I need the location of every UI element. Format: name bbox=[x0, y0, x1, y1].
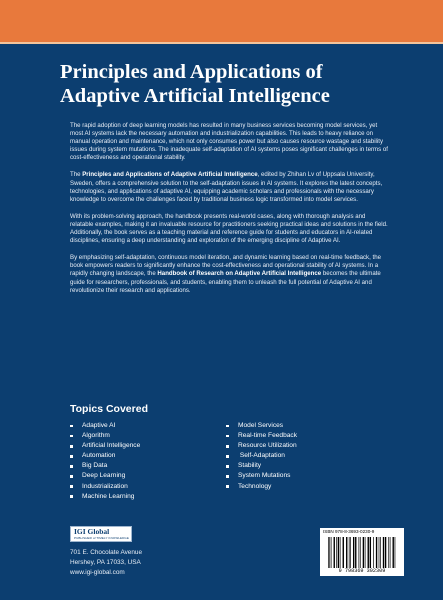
barcode-bar bbox=[331, 537, 332, 568]
topic-item bbox=[70, 492, 140, 502]
topic-label: Artificial Intelligence bbox=[82, 442, 141, 450]
paragraph-2-rest: , edited by Zhihan Lv of Uppsala University, Sweden, offers a comprehensive solution to the self-adaptation issues in AI systems. It explores the latest concepts, technologies, and applications of adaptive AI, equipping academic scholars and professionals with the necessary knowledge to overcome the challenges faced by traditional business logic transformed into model services. bbox=[70, 171, 383, 203]
bullet-icon bbox=[70, 465, 73, 468]
barcode-bar bbox=[359, 537, 360, 568]
barcode-bar bbox=[346, 537, 347, 568]
topics-heading: Topics Covered bbox=[70, 403, 148, 415]
top-color-band bbox=[0, 0, 443, 42]
topic-label: Self-Adaptation bbox=[238, 452, 285, 460]
barcode-bar bbox=[343, 537, 344, 568]
barcode-bar bbox=[336, 537, 337, 568]
bullet-icon bbox=[70, 435, 73, 438]
barcode-bar bbox=[395, 537, 396, 568]
barcode-bar bbox=[328, 537, 329, 568]
description-paragraph-2 bbox=[70, 171, 388, 203]
publisher-logo-name: IGI Global bbox=[74, 527, 110, 536]
bullet-icon bbox=[226, 445, 229, 448]
bullet-icon bbox=[70, 425, 73, 428]
bullet-icon bbox=[70, 445, 73, 448]
barcode-bar bbox=[388, 537, 389, 568]
isbn-label: ISBN 978-8-3693-0230-9 bbox=[323, 529, 375, 534]
description-paragraph-3: With its problem-solving approach, the handbook presents real-world cases, along with thorough analysis and relatable examples, making it an invaluable resource for practitioners seeking practical ideas and solutions in the field. Additionally, the book serves as a teaching material and reference guide for students and educators in AI-related disciplines, ensuring a deep understanding and exploration of the emerging discipline of Adaptive AI. bbox=[70, 212, 388, 245]
topic-label: Deep Learning bbox=[82, 472, 126, 480]
barcode-bar bbox=[338, 537, 339, 568]
bullet-icon bbox=[70, 485, 73, 488]
bullet-icon bbox=[226, 425, 229, 428]
barcode-bar bbox=[329, 537, 330, 568]
paragraph-2-bold-title: Principles and Applications of Adaptive Artificial Intelligence bbox=[82, 171, 258, 179]
topic-item bbox=[226, 421, 297, 431]
topic-item bbox=[70, 461, 140, 471]
paragraph-4-bold-title: Handbook of Research on Adaptive Artificial Intelligence bbox=[157, 270, 322, 278]
topic-label: Automation bbox=[82, 452, 116, 460]
topic-item bbox=[226, 482, 297, 492]
barcode-bar bbox=[380, 537, 381, 568]
publisher-logo-tagline: PUBLISHER of TIMELY KNOWLEDGE bbox=[74, 535, 129, 540]
barcode-bar bbox=[350, 537, 351, 568]
bullet-icon bbox=[226, 485, 229, 488]
barcode-bar bbox=[370, 537, 371, 568]
barcode-bar bbox=[340, 537, 341, 568]
barcode-bar bbox=[334, 537, 335, 568]
paragraph-2-lead: The bbox=[70, 171, 83, 179]
barcode-bar bbox=[349, 537, 350, 568]
bullet-icon bbox=[226, 455, 229, 458]
topic-item bbox=[226, 471, 297, 481]
barcode-digits: 9 798369 302309 bbox=[338, 567, 386, 574]
topics-list-left bbox=[70, 421, 140, 502]
topic-item bbox=[70, 471, 140, 481]
barcode-bar bbox=[376, 537, 377, 568]
barcode-bar bbox=[379, 537, 380, 568]
barcode-bar bbox=[365, 537, 366, 568]
topic-label: System Mutations bbox=[238, 472, 291, 480]
topic-label: Algorithm bbox=[82, 432, 110, 440]
topic-label: Model Services bbox=[238, 422, 284, 429]
topic-label: Resource Utilization bbox=[238, 442, 297, 450]
book-title-line-1: Principles and Applications of bbox=[60, 61, 323, 83]
top-band-rule bbox=[0, 42, 443, 44]
bullet-icon bbox=[226, 435, 229, 438]
topic-item bbox=[226, 451, 297, 461]
bullet-icon bbox=[226, 475, 229, 478]
barcode-bar bbox=[390, 537, 391, 568]
isbn-barcode-box bbox=[320, 528, 404, 576]
barcode-bar bbox=[385, 537, 386, 568]
topic-label: Industrialization bbox=[82, 482, 128, 490]
barcode-bar bbox=[363, 537, 364, 568]
topic-item bbox=[226, 461, 297, 471]
barcode-icon bbox=[328, 537, 396, 568]
barcode-bar bbox=[368, 537, 369, 568]
bullet-icon bbox=[70, 455, 73, 458]
barcode-bar bbox=[360, 537, 361, 568]
book-title bbox=[60, 60, 420, 108]
description-paragraph-4 bbox=[70, 254, 388, 294]
barcode-bar bbox=[353, 537, 354, 568]
topic-item bbox=[70, 421, 140, 431]
paragraph-4-rest: becomes the ultimate guide for researchers, professionals, and students, enabling them to unleash the full potential of Adaptive AI and revolutionize their research and applications. bbox=[70, 270, 381, 294]
topic-label: Big Data bbox=[82, 462, 108, 470]
topic-item bbox=[70, 451, 140, 461]
book-title-line-2: Adaptive Artificial Intelligence bbox=[60, 85, 330, 107]
publisher-logo bbox=[70, 526, 132, 542]
topic-item bbox=[226, 431, 297, 441]
book-description bbox=[70, 122, 388, 304]
topic-item bbox=[70, 431, 140, 441]
publisher-address bbox=[70, 548, 142, 579]
barcode-bar bbox=[355, 537, 356, 568]
publisher-website: www.igi-global.com bbox=[70, 569, 125, 577]
topics-list-right bbox=[226, 421, 297, 492]
barcode-bar bbox=[393, 537, 394, 568]
bullet-icon bbox=[70, 495, 73, 498]
bullet-icon bbox=[226, 465, 229, 468]
topic-label: Technology bbox=[238, 482, 272, 490]
topic-label: Adaptive AI bbox=[82, 422, 116, 429]
topic-label: Machine Learning bbox=[82, 492, 135, 500]
bullet-icon bbox=[70, 475, 73, 478]
topic-item bbox=[70, 482, 140, 492]
topic-item bbox=[70, 441, 140, 451]
topic-item bbox=[226, 441, 297, 451]
description-paragraph-1: The rapid adoption of deep learning models has resulted in many business services becoming model services, yet most AI systems lack the necessary automation and industrialization capabilities. This leads to heavy reliance on manual operation and maintenance, which not only consumes power but also causes resource wastage and stability issues during system mutations. The inadequate self-adaptation of AI systems poses significant challenges in terms of cost-effectiveness and operational stability. bbox=[70, 122, 388, 162]
topic-label: Real-time Feedback bbox=[238, 432, 298, 440]
barcode-bar bbox=[373, 537, 374, 568]
barcode-bar bbox=[383, 537, 384, 568]
address-street: 701 E. Chocolate Avenue bbox=[70, 549, 143, 556]
address-city: Hershey, PA 17033, USA bbox=[70, 559, 141, 567]
paragraph-4-lead: By emphasizing self-adaptation, continuous model iteration, and dynamic learning based on real-time feedback, the book empowers readers to significantly enhance the cost-effectiveness and operational stability of AI systems. In a rapidly changing landscape, the bbox=[70, 254, 381, 278]
topic-label: Stability bbox=[238, 462, 262, 470]
